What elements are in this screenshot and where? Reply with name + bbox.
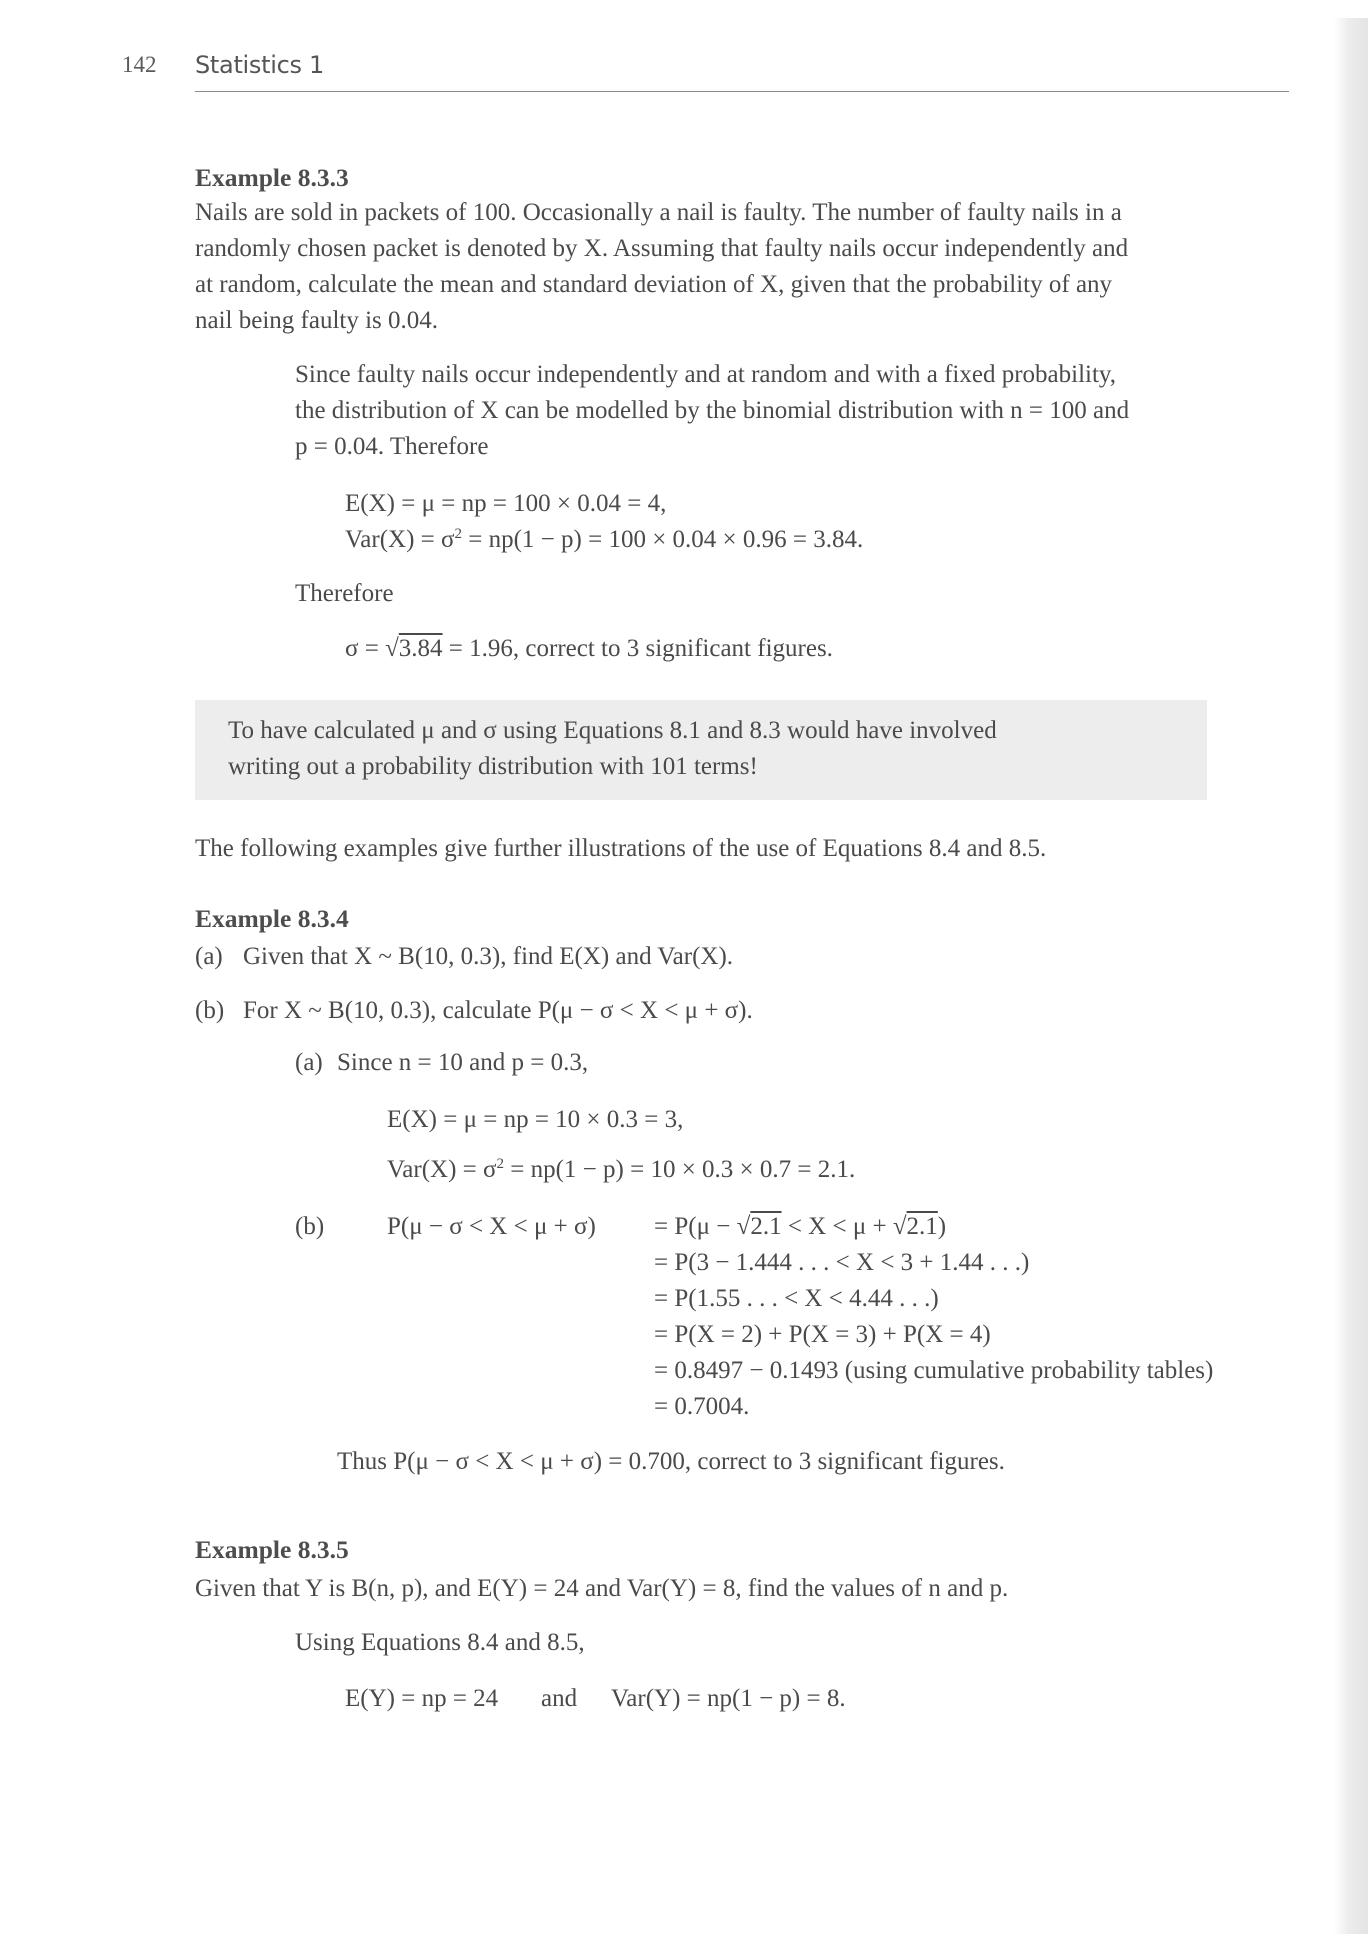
example-833-heading: Example 8.3.3 [195,163,349,192]
solution-b-step: = P(μ − √2.1 < X < μ + √2.1) [654,1213,947,1240]
example-834-part-b-label: (b) [195,997,225,1024]
example-834-part-a-label: (a) [195,943,223,970]
solution-b-step: = P(3 − 1.444 . . . < X < 3 + 1.44 . . .) [654,1249,1030,1276]
example-835-heading: Example 8.3.5 [195,1535,349,1564]
solution-b-label: (b) [295,1213,325,1240]
solution-b-step: = P(X = 2) + P(X = 3) + P(X = 4) [654,1321,991,1348]
note-box-line: To have calculated μ and σ using Equations 8.1 and 8.3 would have involved [228,717,997,744]
example-833-equation-mean: E(X) = μ = np = 100 × 0.04 = 4, [345,490,667,517]
example-833-question-line: at random, calculate the mean and standard deviation of X, given that the probability of any [195,271,1113,298]
example-835-intro: Using Equations 8.4 and 8.5, [295,1629,585,1656]
example-835-question: Given that Y is B(n, p), and E(Y) = 24 and Var(Y) = 8, find the values of n and p. [195,1575,1009,1602]
solution-a-text: Since n = 10 and p = 0.3, [337,1049,589,1076]
note-box-line: writing out a probability distribution with 101 terms! [228,753,758,780]
example-834-part-a: Given that X ~ B(10, 0.3), find E(X) and Var(X). [243,943,734,970]
example-835-eq-left: E(Y) = np = 24 [345,1685,499,1712]
solution-b-step: = 0.7004. [654,1393,750,1420]
solution-a-label: (a) [295,1049,323,1076]
solution-b-step: = 0.8497 − 0.1493 (using cumulative probability tables) [654,1357,1214,1384]
example-833-solution-line: p = 0.04. Therefore [295,433,489,460]
example-833-sigma-equation: σ = √3.84 = 1.96, correct to 3 significant figures. [345,635,833,662]
example-834-part-b: For X ~ B(10, 0.3), calculate P(μ − σ < X < μ + σ). [243,997,753,1024]
transition-paragraph: The following examples give further illustrations of the use of Equations 8.4 and 8.5. [195,835,1047,862]
running-title: Statistics 1 [195,51,325,79]
example-833-question-line: randomly chosen packet is denoted by X. Assuming that faulty nails occur independently and [195,235,1129,262]
example-834-conclusion: Thus P(μ − σ < X < μ + σ) = 0.700, correct to 3 significant figures. [337,1448,1005,1475]
example-833-solution-line: the distribution of X can be modelled by the binomial distribution with n = 100 and [295,397,1130,424]
solution-a-variance: $Var(X) = \sigma^2 = np(1 - p) = 10 \times 0.3 \times 0.7 = 2.1$. [387,1156,856,1183]
example-833-question-line: nail being faulty is 0.04. [195,307,439,334]
example-834-heading: Example 8.3.4 [195,904,349,933]
example-833-solution-line: Since faulty nails occur independently and at random and with a fixed probability, [295,361,1117,388]
example-835-eq-right: Var(Y) = np(1 − p) = 8. [611,1685,846,1712]
header-rule [195,91,1289,92]
example-835-eq-and: and [541,1685,578,1712]
solution-b-step: = P(1.55 . . . < X < 4.44 . . .) [654,1285,939,1312]
page-number: 142 [122,52,157,77]
solution-b-lhs: P(μ − σ < X < μ + σ) [387,1213,596,1240]
solution-a-mean: E(X) = μ = np = 10 × 0.3 = 3, [387,1106,684,1133]
therefore-label: Therefore [295,580,394,607]
example-833-question-line: Nails are sold in packets of 100. Occasionally a nail is faulty. The number of faulty nails in a [195,199,1122,226]
page-edge-shadow [1334,18,1368,1934]
example-833-equation-variance: $Var(X) = \sigma^2 = np(1 - p) = 100 \times 0.04 \times 0.96 = 3.84$. [345,526,864,553]
